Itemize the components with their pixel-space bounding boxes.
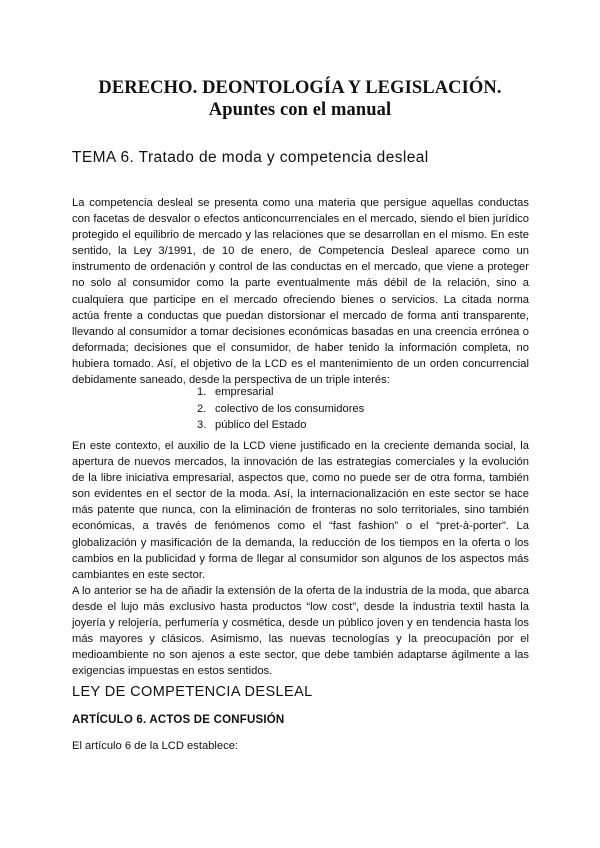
list-item: 3. público del Estado	[197, 419, 307, 431]
document-title-line-2: Apuntes con el manual	[208, 100, 392, 120]
paragraph-1: La competencia desleal se presenta como una materia que persigue aquellas conductas con facetas de desvalor o efectos anticoncurrenciales en el mercado, siendo el bien jurídico protegido el equilibrio de mercado y las relaciones que se desarrollan en el mismo. En este sentido, la Ley 3/1991, de 10 de enero, de Competencia Desleal aparece como un instrumento de ordenación y control de las conductas en el mercado, que viene a proteger no solo al consumidor como la parte eventualmente más débil de la relación, sino a cualquiera que participe en el mercado ofreciendo bienes o servicios. La citada norma actúa frente a conductas que puedan distorsionar el mercado de forma anti transparente, llevando al consumidor a tomar decisiones económicas basadas en una creencia errónea o deformada; decisiones que el consumidor, de haber tenido la información completa, no hubiera tomado. Así, el objetivo de la LCD es el mantenimiento de un orden concurrencial debidamente saneado, desde la perspectiva de un triple interés:	[72, 197, 529, 387]
list-item: 2. colectivo de los consumidores	[197, 402, 365, 415]
tema-heading: TEMA 6. Tratado de moda y competencia desleal	[72, 149, 429, 166]
document-title-line-1: DERECHO. DEONTOLOGÍA Y LEGISLACIÓN.	[98, 78, 502, 98]
list-item: 1. empresarial	[197, 386, 274, 398]
section-heading: LEY DE COMPETENCIA DESLEAL	[72, 684, 313, 700]
paragraph-3: A lo anterior se ha de añadir la extensión de la oferta de la industria de la moda, que abarca desde el lujo más exclusivo hasta productos “low cost”, desde la industria textil hasta la joyería y relojería, perfumería y cosmética, desde un público joven y en tendencia hasta los más mayores y clásicos. Asimismo, las nuevas tecnologías y la preocupación por el medioambiente no son ajenos a este sector, que debe también adaptarse ágilmente a las exigencias impuestas en estos sentidos.	[72, 585, 529, 678]
article-heading: ARTÍCULO 6. ACTOS DE CONFUSIÓN	[72, 714, 285, 726]
interest-list	[197, 384, 364, 434]
paragraph-2: En este contexto, el auxilio de la LCD viene justificado en la creciente demanda social, la apertura de nuevos mercados, la innovación de las estrategias comerciales y la evolución de la libre iniciativa empresarial, aspectos que, como no puede ser de otra forma, también son evidentes en el sector de la moda. Así, la internacionalización en este sector se hace más patente que nunca, con la eliminación de fronteras no solo territoriales, sino también económicas, a través de fenómenos como el “fast fashion” o el “pret-à-porter”. La globalización y masificación de la demanda, la reducción de los tiempos en la oferta o los cambios en la publicidad y forma de llegar al consumidor son algunos de los aspectos más cambiantes en este sector.	[72, 440, 529, 581]
article-intro: El artículo 6 de la LCD establece:	[72, 740, 239, 752]
